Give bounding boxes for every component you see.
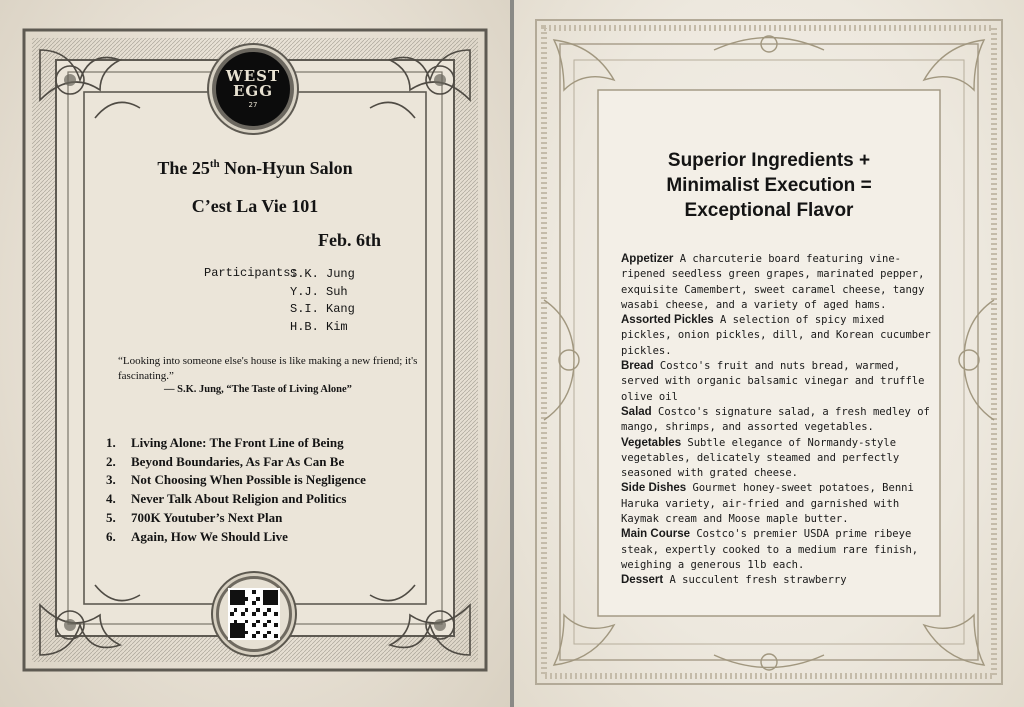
salon-title	[0, 158, 510, 179]
topic-number: 2.	[106, 453, 116, 469]
headline-line: Minimalist Execution =	[666, 175, 872, 196]
topic-number: 4.	[106, 491, 116, 507]
west-egg-logo-icon	[212, 48, 294, 130]
topic-item	[106, 528, 366, 547]
course-item	[621, 405, 931, 436]
course-name: Appetizer	[621, 253, 674, 265]
course-description: A succulent fresh strawberry	[663, 574, 847, 587]
course-item	[621, 359, 931, 405]
salon-title-prefix: The 25	[157, 158, 210, 178]
course-item	[621, 436, 931, 482]
course-name: Assorted Pickles	[621, 314, 714, 327]
menu-card	[514, 0, 1024, 707]
course-item	[621, 481, 931, 527]
topic-item	[106, 509, 366, 528]
course-name: Dessert	[621, 574, 664, 587]
course-item	[621, 527, 931, 573]
topic-item	[106, 453, 366, 472]
course-item	[621, 313, 931, 359]
menu-courses	[621, 252, 931, 589]
topic-text: Never Talk About Religion and Politics	[131, 491, 347, 507]
quote-text: “Looking into someone else's house is like making a new friend; it's fascinating.”	[118, 355, 418, 382]
course-description: A selection of spicy mixed pickles, onion pickles, dill, and Korean cucumber pickles.	[621, 314, 931, 357]
course-item	[621, 573, 931, 588]
qr-code-icon[interactable]	[228, 588, 280, 640]
topic-text: Not Choosing When Possible is Negligence	[131, 472, 366, 488]
salon-title-sup: th	[209, 158, 220, 170]
course-item	[621, 252, 931, 313]
course-name: Salad	[621, 405, 652, 418]
menu-headline	[514, 148, 1024, 223]
course-description: A charcuterie board featuring vine-ripened seedless green grapes, marinated pepper, exquisite Camembert, sweet caramel cheese, tangy wasabi cheese, and a variety of aged hams.	[621, 253, 925, 311]
logo-number: 27	[248, 101, 258, 109]
topic-number: 6.	[106, 528, 116, 544]
quote-attribution: — S.K. Jung, “The Taste of Living Alone”	[164, 384, 352, 395]
qr-medallion	[216, 576, 292, 652]
topic-number: 1.	[106, 435, 116, 450]
topic-text: Beyond Boundaries, As Far As Can Be	[131, 453, 345, 469]
participants-list	[290, 266, 355, 336]
topic-item	[106, 490, 366, 509]
logo-word-west: WEST	[225, 67, 281, 85]
logo-word-egg: EGG	[232, 82, 274, 100]
course-description: Costco's signature salad, a fresh medley of mango, shrimps, and assorted vegetables.	[621, 405, 930, 434]
topic-text: Again, How We Should Live	[131, 528, 288, 544]
topic-list	[106, 434, 366, 546]
participant: S.I. Kang	[290, 302, 355, 316]
course-description: Costco's fruit and nuts bread, warmed, served with organic balsamic vinegar and truffle olive oil	[621, 360, 925, 403]
course-name: Side Dishes	[621, 482, 687, 495]
participant: S.K. Jung	[290, 267, 355, 281]
course-description: Subtle elegance of Normandy-style vegetables, delicately steamed and perfectly seasoned with grated cheese.	[621, 436, 900, 480]
invitation-card	[0, 0, 510, 707]
participant: Y.J. Suh	[290, 284, 348, 299]
topic-item	[106, 434, 366, 453]
topic-text: Living Alone: The Front Line of Being	[131, 435, 344, 450]
course-description: Gourmet honey-sweet potatoes, Benni Haruka variety, air-fried and garnished with Kaymak cream and Moose maple butter.	[621, 482, 914, 526]
course-name: Main Course	[621, 528, 691, 541]
salon-title-suffix: Non-Hyun Salon	[219, 158, 353, 178]
topic-item	[106, 471, 366, 490]
course-name: Vegetables	[621, 436, 682, 449]
topic-number: 5.	[106, 509, 116, 525]
topic-text: 700K Youtuber’s Next Plan	[131, 509, 283, 525]
salon-subtitle: C’est La Vie 101	[191, 196, 319, 216]
course-name: Bread	[621, 360, 654, 373]
salon-date: Feb. 6th	[318, 230, 381, 250]
participant: H.B. Kim	[290, 319, 348, 334]
headline-line: Superior Ingredients +	[667, 150, 871, 171]
headline-line: Exceptional Flavor	[684, 200, 854, 221]
course-description: Costco's premier USDA prime ribeye steak, expertly cooked to a medium rare finish, weighing a generous 1lb each.	[621, 528, 919, 571]
topic-number: 3.	[106, 472, 116, 488]
participants-label: Participants:	[204, 266, 298, 280]
